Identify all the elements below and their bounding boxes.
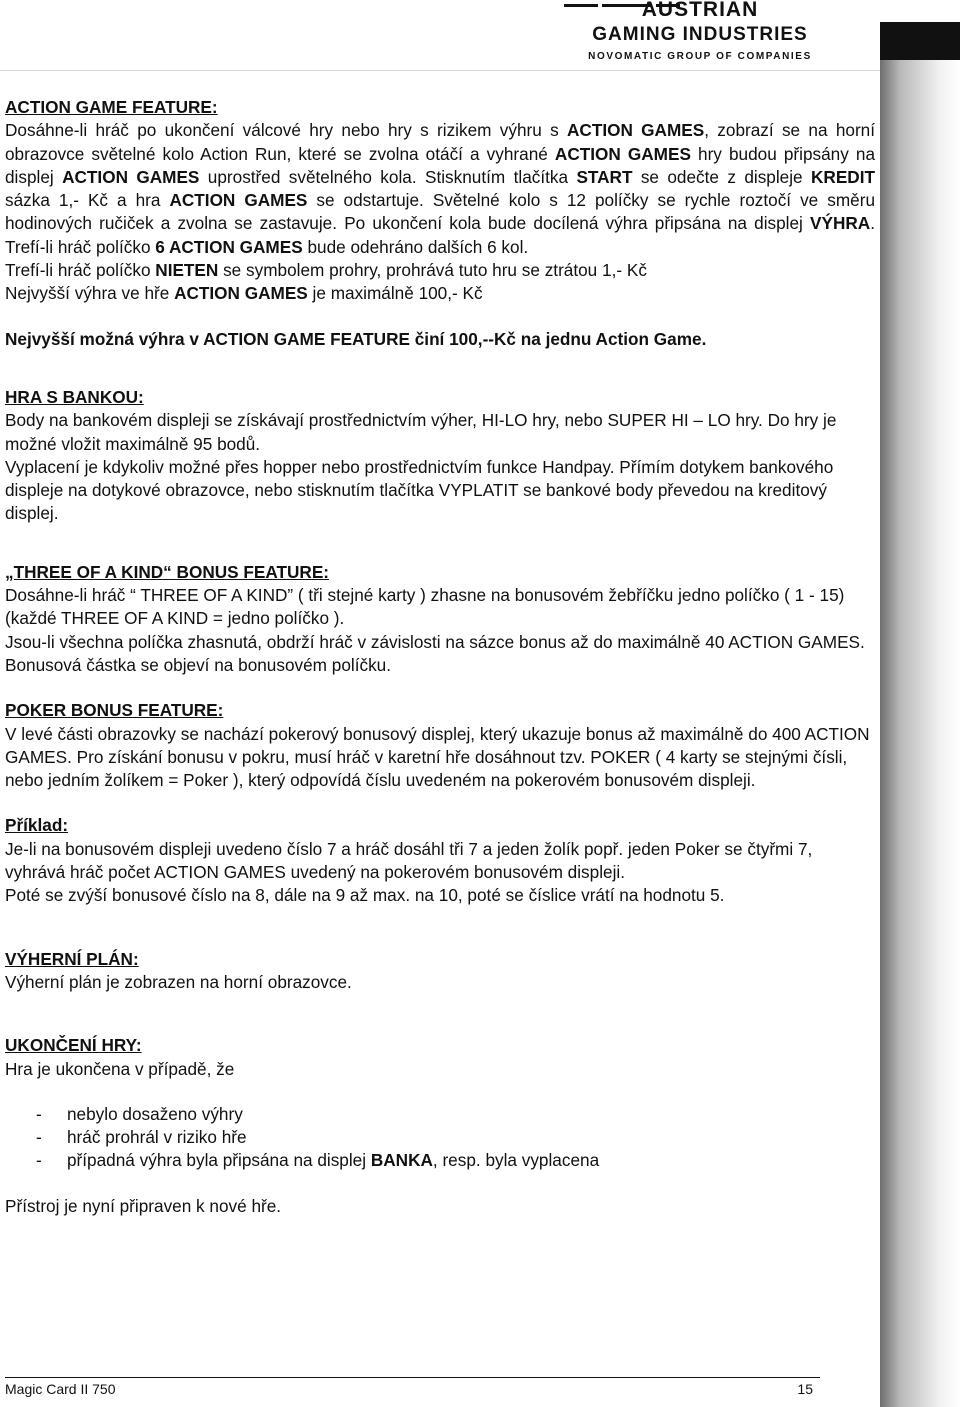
payout-plan-paragraph: Výherní plán je zobrazen na horní obrazovce. bbox=[5, 971, 352, 992]
list-item-text: případná výhra byla připsána na displej BANKA, resp. byla vyplacena bbox=[67, 1150, 600, 1171]
section-heading-poker-bonus: POKER BONUS FEATURE: bbox=[5, 700, 224, 721]
side-decoration bbox=[880, 22, 960, 1407]
section-heading-three-of-a-kind: „THREE OF A KIND“ BONUS FEATURE: bbox=[5, 561, 330, 582]
footer-divider bbox=[5, 1377, 820, 1378]
page-footer bbox=[5, 1381, 813, 1397]
bank-paragraph-2: Vyplacení je kdykoliv možné přes hopper nebo prostřednictvím funkce Handpay. Přímím dotykem bankového displeje na dotykové obrazovce, nebo stisknutím tlačítka VYPLATIT se bankové body převedou na kreditový displej. bbox=[5, 456, 834, 524]
section-heading-payout-plan: VÝHERNÍ PLÁN: bbox=[5, 948, 139, 969]
list-item-text: nebylo dosaženo výhry bbox=[67, 1103, 243, 1124]
logo-line-novomatic: NOVOMATIC GROUP OF COMPANIES bbox=[588, 51, 812, 62]
footer-document-title: Magic Card II 750 bbox=[5, 1381, 116, 1397]
side-bar-gradient bbox=[880, 60, 960, 1407]
game-end-list bbox=[5, 1103, 875, 1173]
example-paragraph-1: Je-li na bonusovém displeji uvedeno číslo 7 a hráč dosáhl tři 7 a jeden žolík popř. jeden Poker se čtyřmi 7, vyhrává hráč počet ACTION GAMES uvedený na pokerovém bonusovém displeji. bbox=[5, 838, 813, 883]
dash-bullet: - bbox=[36, 1150, 42, 1171]
section-heading-bank: HRA S BANKOU: bbox=[5, 386, 144, 407]
company-logo bbox=[564, 0, 836, 66]
poker-bonus-paragraph: V levé části obrazovky se nachází pokerový bonusový displej, který ukazuje bonus až maximálně do 400 ACTION GAMES. Pro získání bonusu v pokru, musí hráč v karetní hře dosáhnout tzv. POKER ( 4 karty se stejnými čísli, nebo jedním žolíkem = Poker ), který odpovídá číslu uvedeném na pokerovém bonusovém displeji. bbox=[5, 723, 870, 791]
section-heading-action-game: ACTION GAME FEATURE: bbox=[5, 97, 218, 117]
list-item-text: hráč prohrál v riziko hře bbox=[67, 1127, 247, 1148]
list-item bbox=[5, 1126, 875, 1149]
section-heading-example: Příklad: bbox=[5, 815, 69, 836]
three-of-a-kind-paragraph-1: Dosáhne-li hráč “ THREE OF A KIND” ( tři stejné karty ) zhasne na bonusovém žebříčku jedno políčko ( 1 - 15) (každé THREE OF A KIND = jedno políčko ). bbox=[5, 585, 845, 629]
action-game-nieten-paragraph: Trefí-li hráč políčko NIETEN se symbolem prohry, prohrává tuto hru se ztrátou 1,- Kč bbox=[5, 260, 647, 281]
action-game-max-statement: Nejvyšší možná výhra v ACTION GAME FEATURE činí 100,--Kč na jednu Action Game. bbox=[5, 328, 707, 349]
list-item bbox=[5, 1103, 875, 1126]
bank-paragraph-1: Body na bankovém displeji se získávají prostřednictvím výher, HI-LO hry, nebo SUPER HI – LO hry. Do hry je možné vložit maximálně 95 bodů. bbox=[5, 410, 837, 454]
three-of-a-kind-paragraph-3: Bonusová částka se objeví na bonusovém políčku. bbox=[5, 654, 391, 675]
action-game-paragraph: Dosáhne-li hráč po ukončení válcové hry nebo hry s rizikem výhru s ACTION GAMES, zobrazí se na horní obrazovce světelné kolo Action Run, které se zvolna otáčí a vyhrané ACTION GAMES hry budou připsány na displej ACTION GAMES uprostřed světelného kola. Stisknutím tlačítka START se odečte z displeje KREDIT sázka 1,- Kč a hra ACTION GAMES se odstartuje. Světelné kolo s 12 políčky se rychle roztočí ve směru hodinových ručiček a zvolna se zastavuje. Po ukončení kola bude docílená výhra připsána na displej VÝHRA. Trefí-li hráč políčko 6 ACTION GAMES bude odehráno dalších 6 kol. bbox=[5, 120, 876, 257]
section-heading-game-end: UKONČENÍ HRY: bbox=[5, 1035, 142, 1056]
example-paragraph-2: Poté se zvýší bonusové číslo na 8, dále na 9 až max. na 10, poté se číslice vrátí na hodnotu 5. bbox=[5, 885, 725, 906]
logo-line-austrian: AUSTRIAN bbox=[641, 0, 759, 21]
header-divider bbox=[0, 70, 960, 71]
footer-page-number: 15 bbox=[797, 1381, 813, 1397]
dash-bullet: - bbox=[36, 1127, 42, 1148]
list-item bbox=[5, 1149, 875, 1172]
dash-bullet: - bbox=[36, 1103, 42, 1124]
machine-ready-text: Přístroj je nyní připraven k nové hře. bbox=[5, 1195, 282, 1216]
action-game-max-paragraph: Nejvyšší výhra ve hře ACTION GAMES je maximálně 100,- Kč bbox=[5, 283, 483, 304]
page-content bbox=[5, 96, 875, 1218]
side-bar-head bbox=[880, 22, 960, 60]
logo-line-gaming: GAMING INDUSTRIES bbox=[592, 24, 808, 45]
three-of-a-kind-paragraph-2: Jsou-li všechna políčka zhasnutá, obdrží hráč v závislosti na sázce bonus až do maximálně 40 ACTION GAMES. bbox=[5, 631, 865, 652]
game-end-intro: Hra je ukončena v případě, že bbox=[5, 1058, 235, 1079]
